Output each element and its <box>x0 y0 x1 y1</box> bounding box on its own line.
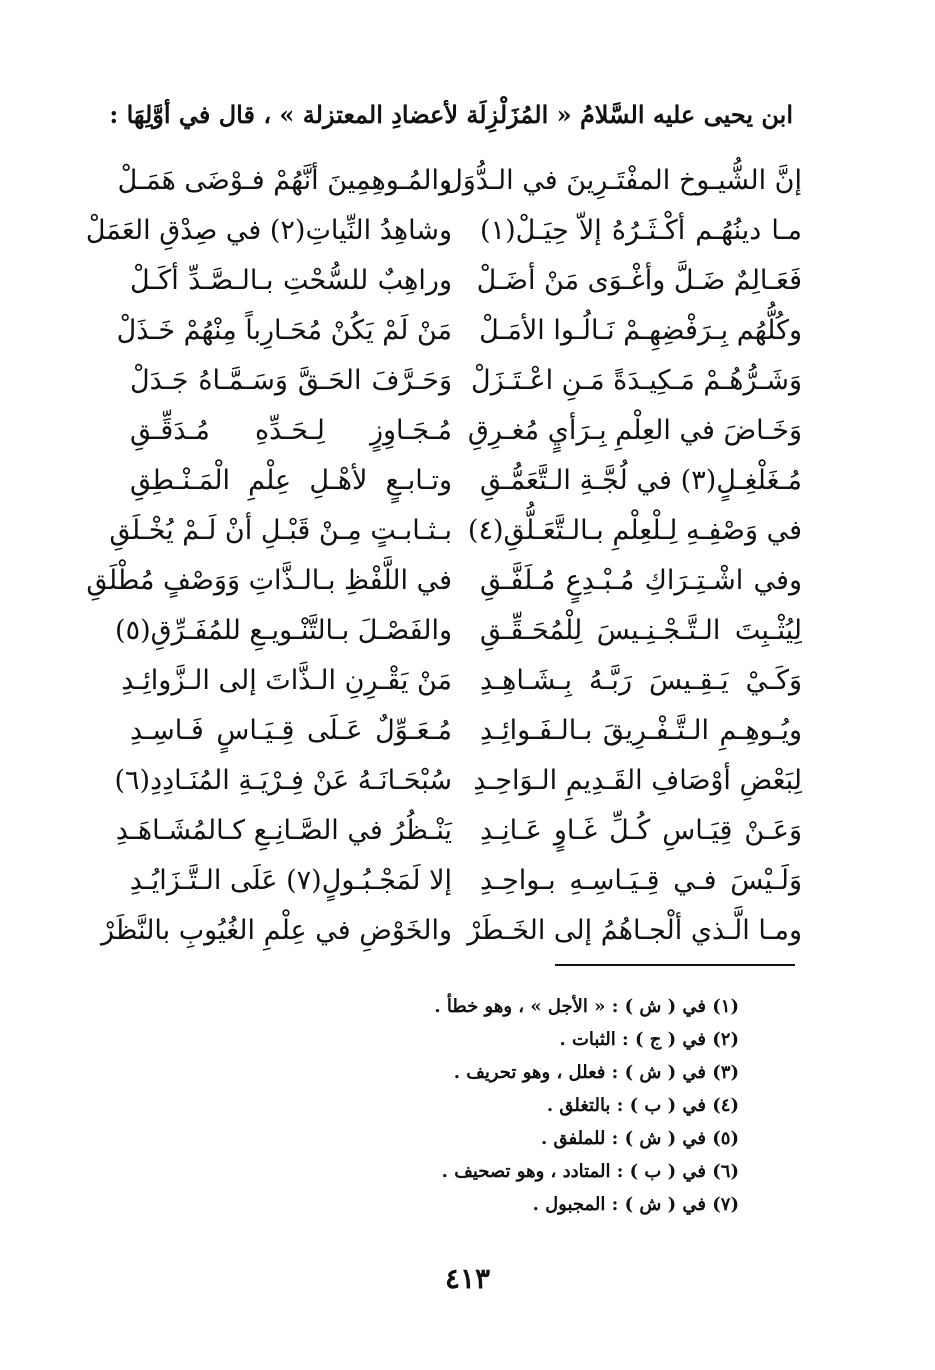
first-hemistich: مُـغَلْغِـلٍ(٣) في لُجَّـةِ الـتَّعَمُّـقِ <box>480 465 802 496</box>
first-hemistich: في وَصْفِـهِ لِـلْعِلْمِ بـالـتَّعَـلُّقِ(٤) <box>467 515 802 546</box>
footnotes <box>339 990 739 1221</box>
first-hemistich: وَشَـرُّهُـمْ مَـكِيـدَةً مَـنِ اعْـتَـزَلْ <box>470 365 802 396</box>
first-hemistich: لِبَعْضِ أوْصَافِ القَـدِيمِ الـوَاحِـدِ <box>473 765 802 796</box>
first-hemistich: فَعَـالِمٌ ضَـلَّ وأغْـوَى مَنْ أضَـلْ <box>476 265 802 296</box>
verse <box>109 506 802 556</box>
second-hemistich: بـثـابـتٍ مِـنْ قَبْـلِ أنْ لَـمْ يُخْـلَقِ <box>109 515 452 546</box>
verse <box>116 306 802 356</box>
footnote: (٢) في ( ج ) : الثبات . <box>559 1029 739 1050</box>
verse <box>130 856 802 906</box>
first-hemistich: ويُـوهِـمِ الـتَّـفْـرِيقَ بـالـفَـوائِـدِ <box>480 715 802 746</box>
verse <box>115 606 802 656</box>
verse <box>130 406 802 456</box>
footnote: (٣) في ( ش ) : فعلل ، وهو تحريف . <box>453 1062 739 1083</box>
second-hemistich: يَنْـظُرُ في الصَّـانِـعِ كـالمُشَـاهَـدِ <box>115 815 452 846</box>
first-hemistich: مـا دينُهُـم أكْـثَـرُهُ إلاّ حِيَـلْ(١) <box>480 215 802 246</box>
second-hemistich: والمُـوهِمِينَ أنَّهُمْ فـوْضَى هَمَـلْ <box>117 165 452 196</box>
first-hemistich: لِيُثْـبِتَ الـتَّـجْـنِـيسَ لِلْمُحَـقِّـقِ <box>480 615 802 646</box>
second-hemistich: مَنْ لَمْ يَكُنْ مُحَـارِباً مِنْهُمْ خَـذَلْ <box>116 315 452 346</box>
verse <box>101 906 802 956</box>
first-hemistich: وَخَـاضَ في العِلْمِ بِـرَأيٍ مُغـرِقِ <box>467 415 802 446</box>
verse <box>85 206 802 256</box>
second-hemistich: مَنْ يَقْـرِنِ الـذَّاتَ إلى الـزَّوائِـدِ <box>121 665 452 696</box>
verse <box>130 256 802 306</box>
first-hemistich: وَلَـيْسَ فـي قِـيَـاسِـهِ بـواحِـدِ <box>480 865 802 896</box>
second-hemistich: مُـجَـاوِزٍ لِـحَـدِّهِ مُـدَقِّـقِ <box>130 415 452 446</box>
footnote: (٦) في ( ب ) : المتادد ، وهو تصحيف . <box>441 1161 739 1182</box>
first-hemistich: إنَّ الشُّيـوخ المفْتَـرِينَ في الـدُّوَل <box>443 165 802 196</box>
footnote: (٧) في ( ش ) : المجبول . <box>532 1194 739 1215</box>
page-number: ٤١٣ <box>444 1262 491 1295</box>
second-hemistich: إلا لَمَجْـبُـولٍ(٧) عَلَى الـتَّـزَايُـدِ <box>129 865 452 896</box>
second-hemistich: سُبْحَـانَـهُ عَنْ فِـرْيَـةِ المُنَـادِدِ(٦) <box>114 765 452 796</box>
verse <box>86 556 802 606</box>
footnote: (٥) في ( ش ) : للملفق . <box>540 1128 739 1149</box>
footnote: (١) في ( ش ) : « الأجل » ، وهو خطأ . <box>434 996 739 1017</box>
second-hemistich: وشاهِدُ النِّياتِ(٢) في صِدْقِ العَمَلْ <box>85 215 452 246</box>
verse <box>115 806 802 856</box>
first-hemistich: ومـا الَّـذي ألْجـاهُمُ إلى الخَـطَرْ <box>467 915 802 946</box>
first-hemistich: وَعَـنْ قِيَـاسِ كُـلِّ غَـاوٍ عَـانِـدِ <box>480 815 802 846</box>
footnote-separator <box>555 964 795 966</box>
verse <box>130 706 802 756</box>
second-hemistich: وَحَـرَّفَ الحَـقَّ وَسَـمَّـاهُ جَـدَلْ <box>130 365 452 396</box>
second-hemistich: وتـابـعٍ لأهْـلِ عِلْمِ الْمَـنْـطِقِ <box>130 465 452 496</box>
verse <box>121 656 802 706</box>
verse <box>130 356 802 406</box>
first-hemistich: وفي اشْـتِـرَاكِ مُـبْـدِعٍ مُـلَفَّـقِ <box>480 565 802 596</box>
intro-line: ابن يحيى عليه السَّلامُ « المُزَلْزِلَة لأعضادِ المعتزلة » ، قال في أوَّلِهَا : <box>109 100 793 129</box>
first-hemistich: وكُلُّهُم بِـرَفْضِهِـمْ نَـالُـوا الأمَـلْ <box>479 315 802 346</box>
second-hemistich: والفَصْـلَ بـالتَّنْـويـعِ للمُفَـرِّقِ(٥) <box>115 615 452 646</box>
verse <box>130 456 802 506</box>
verse <box>114 756 802 806</box>
second-hemistich: وراهِبٌ للسُّحْتِ بـالـصَّـدِّ أكَـلْ <box>130 265 452 296</box>
second-hemistich: مُـعَـوِّلٌ عَـلَى قِـيَـاسٍ فَـاسِـدِ <box>130 715 452 746</box>
footnote: (٤) في ( ب ) : بالتغلق . <box>546 1095 739 1116</box>
verse <box>117 156 802 206</box>
first-hemistich: وَكَـيْ يَـقِـيسَ رَبَّـهُ بِـشَـاهِـدِ <box>480 665 802 696</box>
poem <box>85 156 802 956</box>
second-hemistich: في اللَّفْظِ بـالـذَّاتِ وَوَصْفٍ مُطْلَقِ <box>86 565 452 596</box>
second-hemistich: والخَوْضِ في عِلْمِ الغُيُوبِ بالنَّظَرْ <box>101 915 452 946</box>
